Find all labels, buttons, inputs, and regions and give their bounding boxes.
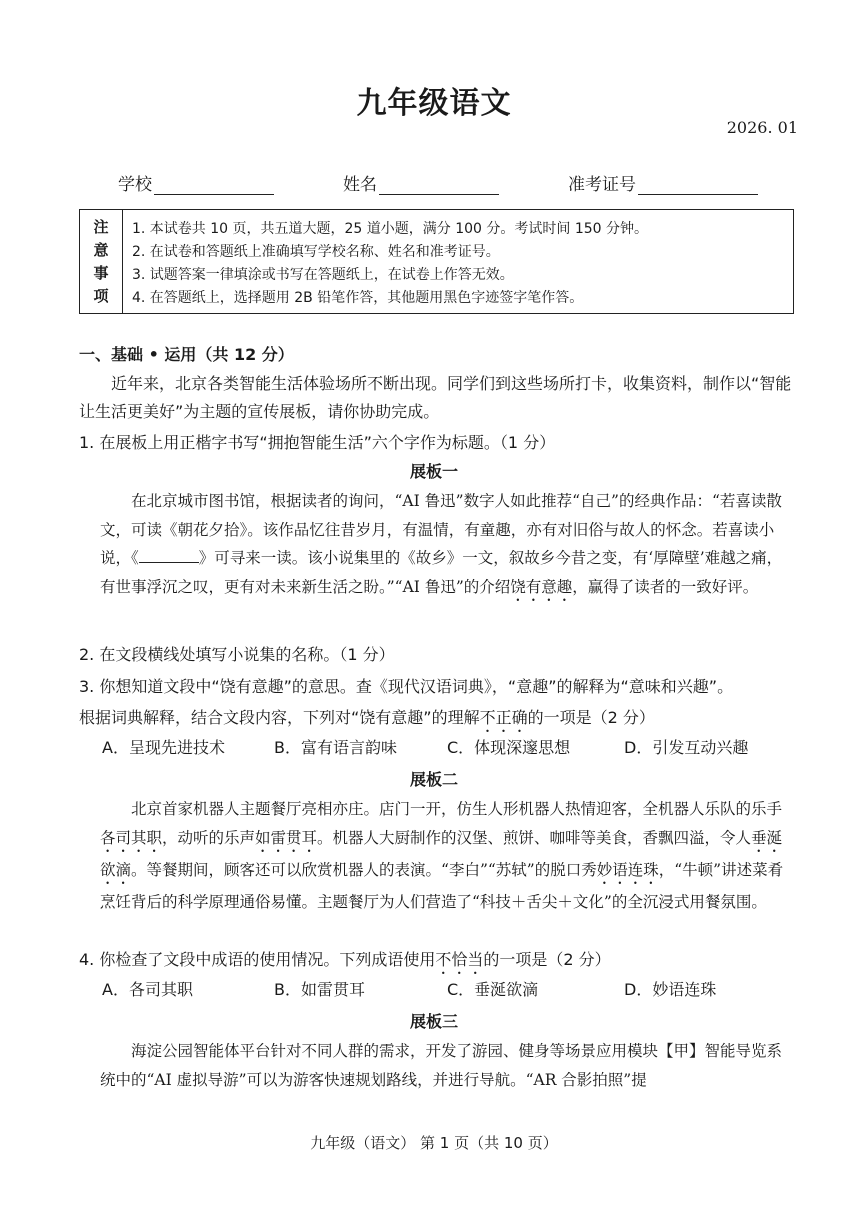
notice-item: 3. 试题答案一律填涂或书写在答题纸上，在试卷上作答无效。 (132, 267, 514, 283)
name-label: 姓名 (343, 175, 377, 195)
option-c: C．垂涎欲滴 (447, 980, 539, 999)
question-2: 2. 在文段横线处填写小说集的名称。（1 分） (79, 645, 395, 664)
board-2-text: 北京首家机器人主题餐厅亮相亦庄。店门一开，仿生人形机器人热情迎客，全机器人乐队的乐手各司其职，动听的乐声如雷贯耳。机器人大厨制作的汉堡、煎饼、咖啡等美食，香飘四溢，令人垂涎欲滴。等餐期间，顾客还可以欣赏机器人的表演。“李白”“苏轼”的脱口秀妙语连珠，“牛顿”讲述菜肴烹饪背后的科学原理通俗易懂。主题餐厅为人们营造了“科技＋舌尖＋文化”的全沉浸式用餐氛围。 (100, 800, 784, 911)
notice-head: 注 意 事 项 (80, 210, 123, 313)
notice-item: 2. 在试卷和答题纸上准确填写学校名称、姓名和准考证号。 (132, 244, 500, 260)
option-d: D．妙语连珠 (624, 980, 717, 999)
page-title: 九年级语文 (356, 86, 512, 121)
dotted-phrase: 饶有意趣 (510, 577, 573, 596)
page-footer: 九年级（语文） 第 1 页（共 10 页） (310, 1134, 558, 1152)
exam-id-blank (638, 178, 758, 195)
notice-items (132, 218, 785, 310)
option-a: A．各司其职 (102, 980, 193, 999)
section-intro: 近年来，北京各类智能生活体验场所不断出现。同学们到这些场所打卡，收集资料，制作以“智能让生活更美好”为主题的宣传展板，请你协助完成。 (79, 374, 792, 421)
school-field (118, 170, 274, 195)
question-1: 1. 在展板上用正楷字书写“拥抱智能生活”六个字作为标题。（1 分） (79, 433, 556, 452)
exam-date: 2026. 01 (726, 118, 798, 137)
question-4-options (102, 977, 802, 1001)
board-1-text: 在北京城市图书馆，根据读者的询问，“AI 鲁迅”数字人如此推荐“自己”的经典作品：“若喜读散文，可读《朝花夕拾》。该作品忆往昔岁月，有温情，有童趣，亦有对旧俗与故人的怀念。若喜读小说，《 》可寻来一读。该小说集里的《故乡》一文，叙故乡今昔之变，有‘厚障壁’难越之痛，有世事浮沉之叹，更有对未来新生活之盼。”“AI 鲁迅”的介绍饶有意趣，赢得了读者的一致好评。 (100, 492, 783, 596)
option-c: C．体现深邃思想 (447, 738, 571, 757)
name-blank (379, 178, 499, 195)
option-b: B．富有语言韵味 (274, 738, 397, 757)
notice-box (79, 209, 794, 314)
option-b: B．如雷贯耳 (274, 980, 365, 999)
board-3-text: 海淀公园智能体平台针对不同人群的需求，开发了游园、健身等场景应用模块【甲】智能导览系统中的“AI 虚拟导游”可以为游客快速规划路线，并进行导航。“AR 合影拍照”提 (100, 1042, 783, 1089)
board-1-title: 展板一 (409, 462, 458, 481)
question-3-options (102, 735, 802, 759)
option-a: A．呈现先进技术 (102, 738, 225, 757)
question-3: 3. 你想知道文段中“饶有意趣”的意思。查《现代汉语词典》，“意趣”的解释为“意味和兴趣”。 根据词典解释，结合文段内容，下列对“饶有意趣”的理解不正确的一项是（2 分） (79, 677, 734, 727)
exam-id-field (568, 170, 758, 195)
exam-id-label: 准考证号 (568, 175, 636, 195)
board-2-title: 展板二 (409, 770, 458, 789)
name-field (343, 170, 499, 195)
section-title: 一、基础 • 运用（共 12 分） (79, 345, 294, 364)
answer-blank (139, 548, 199, 563)
question-4: 4. 你检查了文段中成语的使用情况。下列成语使用不恰当的一项是（2 分） (79, 950, 611, 969)
board-3-title: 展板三 (409, 1012, 458, 1031)
school-label: 学校 (118, 175, 152, 195)
notice-item: 4. 在答题纸上，选择题用 2B 铅笔作答，其他题用黑色字迹签字笔作答。 (132, 290, 584, 306)
option-d: D．引发互动兴趣 (624, 738, 749, 757)
school-blank (154, 178, 274, 195)
notice-item: 1. 本试卷共 10 页，共五道大题，25 道小题，满分 100 分。考试时间 150 分钟。 (132, 221, 649, 237)
